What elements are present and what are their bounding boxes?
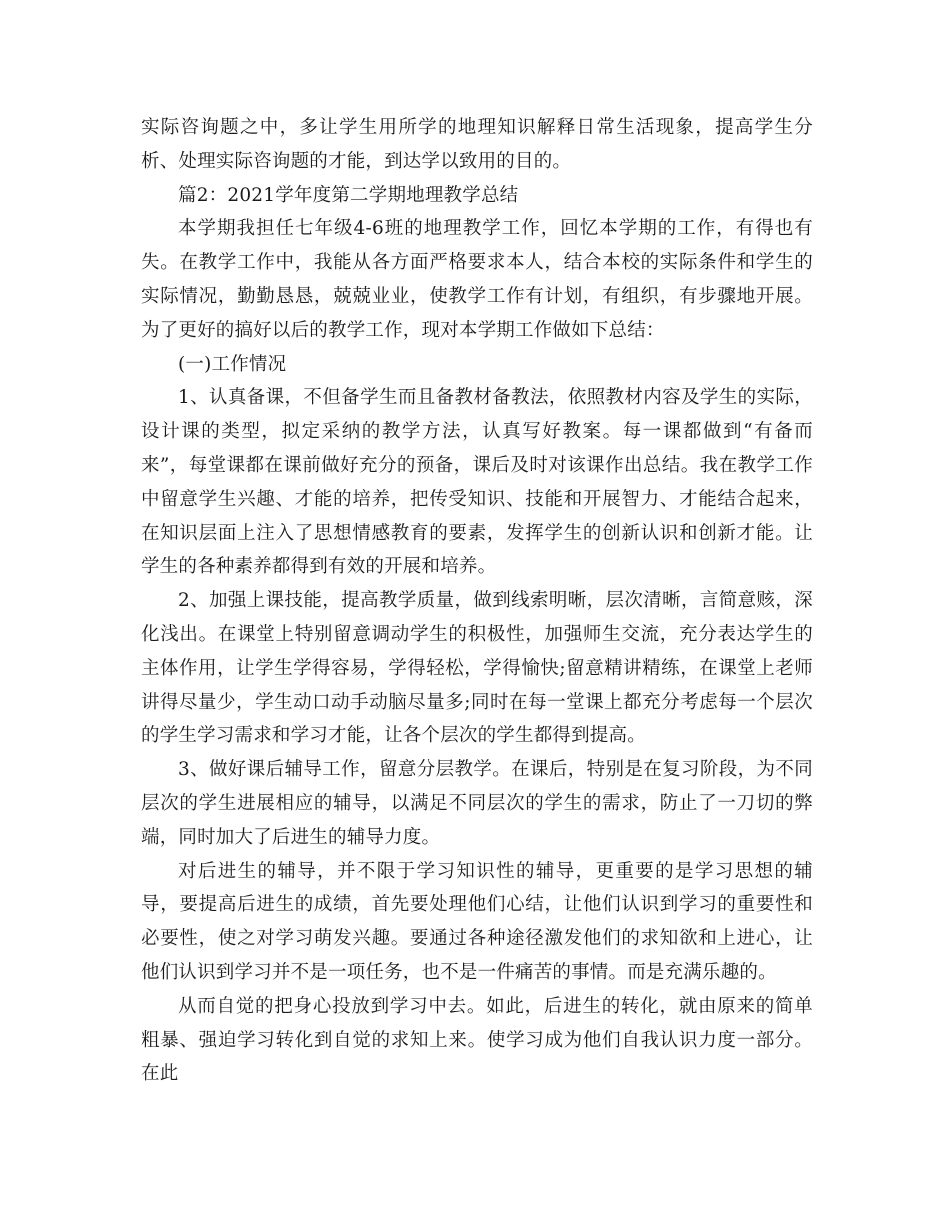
paragraph-continuation: 实际咨询题之中，多让学生用所学的地理知识解释日常生活现象，提高学生分析、处理实际咨询题的才能，到达学以致用的目的。 bbox=[141, 117, 813, 172]
paragraph-item-2: 2、加强上课技能，提高教学质量，做到线索明晰，层次清晰，言简意赅，深化浅出。在课堂上特别留意调动学生的积极性，加强师生交流，充分表达学生的主体作用，让学生学得容易，学得轻松，学得愉快;留意精讲精练，在课堂上老师讲得尽量少，学生动口动手动脑尽量多;同时在每一堂课上都充分考虑每一个层次的学生学习需求和学习才能，让各个层次的学生都得到提高。 bbox=[141, 590, 813, 747]
section-heading: 篇2：2021学年度第二学期地理教学总结 bbox=[178, 184, 519, 206]
subsection-heading: (一)工作情况 bbox=[178, 353, 287, 375]
paragraph-conclusion: 从而自觉的把身心投放到学习中去。如此，后进生的转化，就由原来的简单粗暴、强迫学习转化到自觉的求知上来。使学习成为他们自我认识力度一部分。在此 bbox=[141, 995, 813, 1085]
paragraph-intro: 本学期我担任七年级4-6班的地理教学工作，回忆本学期的工作，有得也有失。在教学工作中，我能从各方面严格要求本人，结合本校的实际条件和学生的实际情况，勤勤恳恳，兢兢业业，使教学工作有计划，有组织，有步骤地开展。为了更好的搞好以后的教学工作，现对本学期工作做如下总结： bbox=[141, 218, 813, 341]
document-page bbox=[141, 111, 813, 1091]
paragraph-tutoring: 对后进生的辅导，并不限于学习知识性的辅导，更重要的是学习思想的辅导，要提高后进生的成绩，首先要处理他们心结，让他们认识到学习的重要性和必要性，使之对学习萌发兴趣。要通过各种途径激发他们的求知欲和上进心，让他们认识到学习并不是一项任务，也不是一件痛苦的事情。而是充满乐趣的。 bbox=[141, 860, 813, 983]
paragraph-item-1: 1、认真备课，不但备学生而且备教材备教法，依照教材内容及学生的实际，设计课的类型，拟定采纳的教学方法，认真写好教案。每一课都做到“有备而来”，每堂课都在课前做好充分的预备，课后及时对该课作出总结。我在教学工作中留意学生兴趣、才能的培养，把传受知识、技能和开展智力、才能结合起来，在知识层面上注入了思想情感教育的要素，发挥学生的创新认识和创新才能。让学生的各种素养都得到有效的开展和培养。 bbox=[141, 387, 813, 578]
paragraph-item-3: 3、做好课后辅导工作，留意分层教学。在课后，特别是在复习阶段，为不同层次的学生进展相应的辅导，以满足不同层次的学生的需求，防止了一刀切的弊端，同时加大了后进生的辅导力度。 bbox=[141, 759, 813, 848]
